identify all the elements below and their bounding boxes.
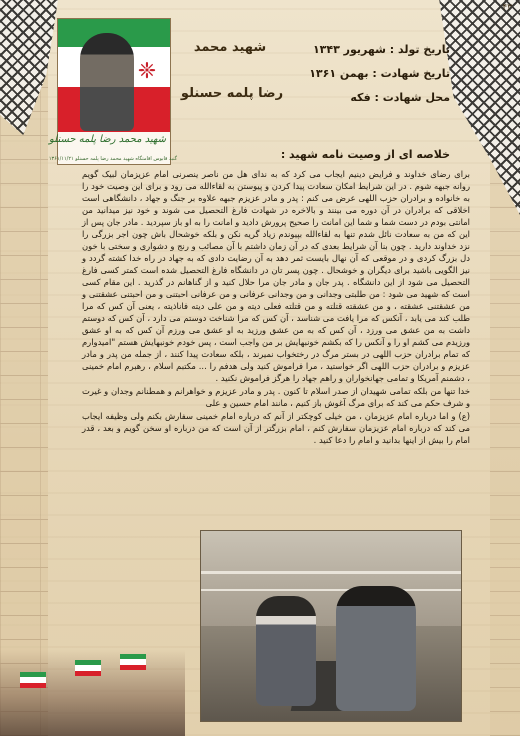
page-number: ۴۳ (502, 3, 512, 13)
flag-icon (120, 654, 146, 670)
soldiers-march-illustration (0, 650, 185, 736)
will-paragraph: برای رضای خداوند و فرایض دینیم ایجاب می کرد که به ندای هل من ناصر ینصرنی امام عزیزمان لبیک گویم روانه جبهه شوم . در این شرایط امکان سعادت پیدا کردن و پیوستن به لقاءالله می رود و برای این وصیت خود را به خانواده و برادران حزب اللهی عرض می کنم : پدر و مادر عزیزم جبهه علاوه بر جنگ و جهاد ، دانشگاهی است اخلاقی که برادران در آن دوره می بینند و بالاخره در شهادت فارغ التحصیل می شوند و خود نیز میدانید من امانتی بودم در دست شما و شما این امانت را صحیح پرورش دادید و امانت را به او باز سپردید . مادر جان پس از این که من به سعادت نائل شدم تنها به لقاءالله بپیوندم زیاد گریه نکن و بلکه خوشحال باش چون اجر بزرگی را نزد خداوند دارید . چون بنا آن شرایط بعدی که در آن زمان داشتم با آن مصائب و رنج و دشواری و سختی با خون دل بزرگ کردی و در موقعی که آن نهال بایست ثمر دهد به آن رضایت دادی که به جهاد در راه خدا کشته گردد و نیز الگویی باشید برای دیگران و خوشحال . چون پسر تان در دانشگاه فارغ التحصیل شده است کمتر کسی فارغ التحصیل می شود از این دانشگاه . پدر جان و مادر جان مرا حلال کنید و از گناهانم در گذرید . این مقام کسی است که شهید می شود : من طلبتی وجدانی و من وجدانی عرفانی و من عرفانی احبتنی و من احبتنی عشقتنی و من عشقتنی عشقته ، و من عشقته قتلته و من قتلته فعلی دیته و من علی دیته فاناذیته ، یعنی آن کس که مرا طلب کند می یابد ، آنکس که مرا یافت می شناسد ، آن کس که مرا شناخت دوستم می دارد ، آن کس که دوستم داشت به من عشق می ورزد ، آن کس که به من عشق ورزید به او عشق می ورزم آن کس که به او عشق ورزیدم می کشم او را و آنکس را که بکشم خونبهایش بر من واجب است ، پس خودم خونبهایش هستم "امیدوارم که تمام برادران حزب اللهی در بستر مرگ در رختخواب نمیرند ، بلکه سعادت پیدا کنند ، از جمله من پدر و مادر عزیزم و برادران حزب اللهی اگر خواستید ، مرا فراموش کنید ولی هدفم را ... مکتبم اسلام ، رهبرم امام خمینی ، دشمنم آمریکا و تمامی جهانخواران و راهم جهاد را هرگز فراموش نکنید . (82, 169, 470, 383)
visitor-figure (336, 586, 416, 711)
keffiyeh-corner-left (0, 0, 58, 135)
will-body (82, 168, 470, 548)
martyr-photo (48, 18, 171, 165)
martyr-facts (290, 38, 450, 110)
will-paragraph: (ع) و اما درباره امام عزیزمان ، من خیلی کوچکتر از آنم که درباره امام خمینی سفارش بکنم ولی وظیفه ایجاب می کند که درباره امام عزیزمان سفارش کنم ، امام بزرگتر از آن است که من درباره او سخن گویم و بعد ، قدر امام را بیش از اینها بدانید و امام را دعا کنید . (82, 411, 470, 445)
martyrdom-date: تاریخ شهادت : بهمن ۱۳۶۱ (309, 67, 450, 80)
photo-signature: شهید محمد رضا پلمه حسنلو (48, 134, 166, 145)
flag-icon (75, 660, 101, 676)
grave-visit-photo (200, 530, 462, 722)
photo-caption: گنبد قابوس اقامتگاه شهید محمد رضا پلمه حسنلو ۱۳۶۱/۱۱/۲۱ (48, 156, 177, 162)
martyr-first-name: شهید محمد (193, 40, 267, 55)
visitor-figure (256, 596, 316, 706)
will-paragraph: خدا تنها من بلکه تمامی شهیدان از صدر اسلام تا کنون . پدر و مادر عزیزم و خواهرانم و همطنانم وجدان و غیرت و شرف حکم می کند که برای مرگ آغوش باز کنیم ، مانند امام حسین و علی (82, 386, 470, 408)
flag-icon (20, 672, 46, 688)
will-title: خلاصه ای از وصیت نامه شهید : (280, 148, 450, 161)
martyr-last-name: رضا پلمه حسنلو (180, 86, 284, 101)
flag-emblem-icon: ❈ (137, 59, 157, 84)
portrait (80, 33, 134, 131)
martyrdom-place: محل شهادت : فکه (350, 91, 450, 104)
birth-date: تاریخ تولد : شهریور ۱۳۴۳ (312, 43, 450, 56)
